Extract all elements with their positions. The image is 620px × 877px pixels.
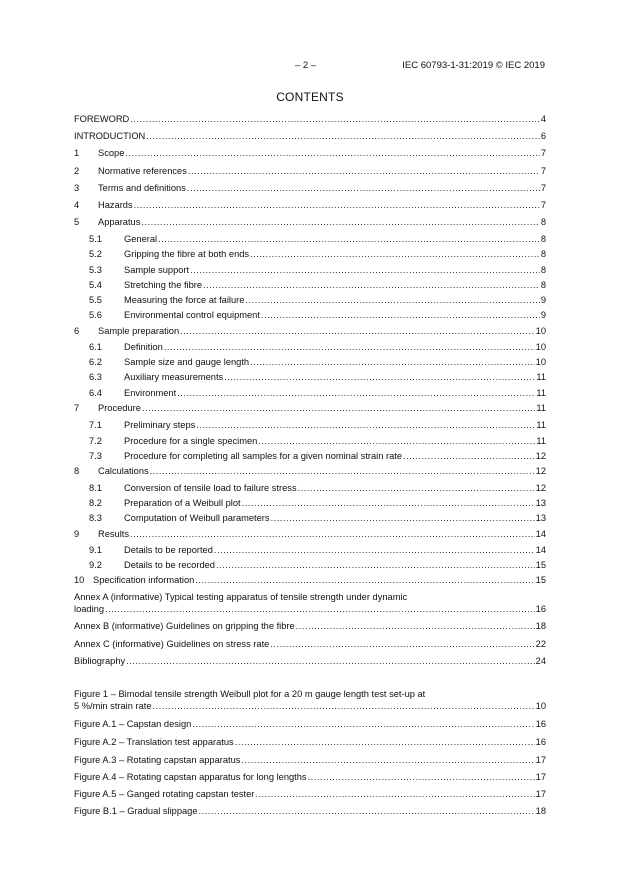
toc-entry-text: Annex C (informative) Guidelines on stress rate — [74, 639, 270, 649]
toc-entry-text: Details to be recorded — [124, 560, 215, 570]
toc-page-number: 7 — [540, 183, 546, 193]
dot-leader — [241, 754, 534, 766]
figure-entry-a2[interactable] — [74, 736, 546, 748]
toc-page-number: 11 — [536, 403, 546, 413]
toc-page-number: 12 — [535, 466, 546, 476]
toc-entry-number: 5.5 — [89, 295, 102, 305]
figure-page-number: 16 — [535, 737, 546, 747]
figure-entry-a4[interactable] — [74, 771, 546, 783]
toc-page-number: 11 — [536, 388, 546, 398]
dot-leader — [153, 700, 535, 712]
toc-page-number: 18 — [535, 621, 546, 631]
toc-entry-text-continued: loading — [74, 604, 104, 614]
dot-leader — [190, 264, 540, 276]
toc-page-number: 9 — [540, 295, 546, 305]
toc-entry-scope[interactable] — [74, 147, 546, 159]
dot-leader — [125, 147, 539, 159]
dot-leader — [187, 182, 540, 194]
dot-leader — [255, 788, 534, 800]
figure-page-number: 17 — [535, 772, 546, 782]
page-number: – 2 – — [295, 60, 317, 71]
toc-entry-text: Bibliography — [74, 656, 126, 666]
toc-subentry[interactable] — [89, 279, 546, 291]
toc-subentry[interactable] — [89, 309, 546, 321]
toc-entry-text: Apparatus — [98, 217, 141, 227]
toc-page-number: 7 — [540, 148, 546, 158]
toc-page-number: 10 — [535, 357, 546, 367]
toc-entry-text: Procedure for completing all samples for a given nominal strain rate — [124, 451, 403, 461]
dot-leader — [224, 371, 535, 383]
toc-entry-text: INTRODUCTION — [74, 131, 146, 141]
toc-entry-calculations[interactable] — [74, 465, 546, 477]
document-reference: IEC 60793-1-31:2019 © IEC 2019 — [402, 60, 545, 71]
toc-page-number: 14 — [535, 529, 546, 539]
dot-leader — [203, 279, 540, 291]
toc-page-number: 15 — [535, 575, 546, 585]
toc-entry-number: 8.3 — [89, 513, 102, 523]
toc-entry-annex-c[interactable] — [74, 638, 546, 650]
toc-entry-text: Definition — [124, 342, 163, 352]
toc-entry-number: 5.1 — [89, 234, 102, 244]
toc-entry-foreword[interactable] — [74, 113, 546, 125]
toc-entry-text: Computation of Weibull parameters — [124, 513, 270, 523]
toc-subentry[interactable] — [89, 233, 546, 245]
toc-entry-number: 10 — [74, 575, 85, 585]
figure-page-number: 17 — [535, 789, 546, 799]
toc-subentry[interactable] — [89, 435, 546, 447]
toc-entry-number: 5.6 — [89, 310, 102, 320]
toc-entry-number: 6.4 — [89, 388, 102, 398]
dot-leader — [180, 325, 535, 337]
toc-page-number: 8 — [540, 217, 546, 227]
figure-entry-a3[interactable] — [74, 754, 546, 766]
toc-entry-text: Sample support — [124, 265, 190, 275]
toc-page-number: 11 — [536, 436, 546, 446]
toc-entry-number: 4 — [74, 200, 80, 210]
figure-entry-a1[interactable] — [74, 718, 546, 730]
dot-leader — [196, 419, 535, 431]
dot-leader — [130, 528, 535, 540]
toc-entry-text: Environmental control equipment — [124, 310, 260, 320]
toc-page-number: 13 — [535, 498, 546, 508]
toc-subentry[interactable] — [89, 559, 546, 571]
dot-leader — [146, 130, 540, 142]
toc-entry-text: Annex B (informative) Guidelines on gripping the fibre — [74, 621, 295, 631]
toc-page-number: 4 — [540, 114, 546, 124]
toc-entry-text: Calculations — [98, 466, 149, 476]
dot-leader — [105, 603, 535, 615]
dot-leader — [298, 482, 535, 494]
toc-entry-number: 9.2 — [89, 560, 102, 570]
dot-leader — [271, 512, 535, 524]
dot-leader — [150, 465, 535, 477]
dot-leader — [235, 736, 535, 748]
toc-subentry[interactable] — [89, 248, 546, 260]
toc-entry-number: 9 — [74, 529, 80, 539]
toc-entry-text: Environment — [124, 388, 177, 398]
toc-entry-number: 9.1 — [89, 545, 102, 555]
figure-entry-b1[interactable] — [74, 805, 546, 817]
toc-entry-text: Sample size and gauge length — [124, 357, 250, 367]
contents-title: CONTENTS — [276, 90, 344, 104]
dot-leader — [216, 559, 535, 571]
dot-leader — [242, 497, 535, 509]
toc-entry-number: 7.3 — [89, 451, 102, 461]
toc-page-number: 12 — [535, 451, 546, 461]
toc-page-number: 14 — [535, 545, 546, 555]
toc-entry-apparatus[interactable] — [74, 216, 546, 228]
figure-page-number: 10 — [535, 701, 546, 711]
toc-subentry[interactable] — [89, 450, 546, 462]
toc-entry-hazards[interactable] — [74, 199, 546, 211]
toc-entry-procedure[interactable] — [74, 402, 546, 414]
figure-page-number: 16 — [535, 719, 546, 729]
toc-entry-text: Procedure — [98, 403, 141, 413]
toc-subentry[interactable] — [89, 482, 546, 494]
figure-entry-text: Figure A.5 – Ganged rotating capstan tester — [74, 789, 255, 799]
toc-page-number: 8 — [540, 249, 546, 259]
dot-leader — [261, 309, 540, 321]
toc-page-number: 8 — [540, 280, 546, 290]
toc-entry-number: 5.4 — [89, 280, 102, 290]
toc-entry-bibliography[interactable] — [74, 655, 546, 667]
toc-entry-text: Normative references — [98, 166, 187, 176]
toc-entry-sample-preparation[interactable] — [74, 325, 546, 337]
toc-entry-number: 5.2 — [89, 249, 102, 259]
dot-leader — [403, 450, 535, 462]
toc-entry-specification[interactable] — [74, 574, 546, 586]
dot-leader — [214, 544, 535, 556]
figure-entry-text: Figure A.2 – Translation test apparatus — [74, 737, 234, 747]
dot-leader — [158, 233, 540, 245]
toc-subentry[interactable] — [89, 544, 546, 556]
dot-leader — [177, 387, 535, 399]
figure-entry-1[interactable] — [74, 688, 546, 712]
figure-entry-text: Figure A.4 – Rotating capstan apparatus for long lengths — [74, 772, 307, 782]
toc-page-number: 24 — [535, 656, 546, 666]
toc-page-number: 12 — [535, 483, 546, 493]
toc-entry-number: 3 — [74, 183, 80, 193]
toc-entry-annex-b[interactable] — [74, 620, 546, 632]
dot-leader — [195, 574, 534, 586]
toc-page-number: 10 — [535, 342, 546, 352]
dot-leader — [134, 199, 540, 211]
toc-entry-number: 6.3 — [89, 372, 102, 382]
dot-leader — [164, 341, 535, 353]
figure-entry-text-continued: 5 %/min strain rate — [74, 701, 152, 711]
figure-entry-text: Figure B.1 – Gradual slippage — [74, 806, 198, 816]
toc-page-number: 7 — [540, 200, 546, 210]
toc-subentry[interactable] — [89, 497, 546, 509]
toc-subentry[interactable] — [89, 419, 546, 431]
toc-entry-text: Hazards — [98, 200, 133, 210]
toc-entry-number: 1 — [74, 148, 80, 158]
toc-entry-text: FOREWORD — [74, 114, 130, 124]
toc-entry-text: Measuring the force at failure — [124, 295, 245, 305]
toc-entry-introduction[interactable] — [74, 130, 546, 142]
dot-leader — [130, 113, 540, 125]
dot-leader — [308, 771, 535, 783]
toc-subentry[interactable] — [89, 371, 546, 383]
toc-subentry[interactable] — [89, 387, 546, 399]
toc-entry-text: Stretching the fibre — [124, 280, 203, 290]
toc-entry-text: Preparation of a Weibull plot — [124, 498, 241, 508]
toc-page-number: 11 — [536, 372, 546, 382]
toc-subentry[interactable] — [89, 356, 546, 368]
figure-entry-text: Figure 1 – Bimodal tensile strength Weibull plot for a 20 m gauge length test set-up at — [74, 689, 426, 699]
toc-entry-text: Terms and definitions — [98, 183, 186, 193]
toc-subentry[interactable] — [89, 341, 546, 353]
toc-entry-number: 7.1 — [89, 420, 102, 430]
toc-entry-number: 8 — [74, 466, 80, 476]
toc-entry-number: 7 — [74, 403, 80, 413]
dot-leader — [126, 655, 534, 667]
toc-entry-text: Sample preparation — [98, 326, 180, 336]
dot-leader — [296, 620, 535, 632]
toc-entry-number: 5.3 — [89, 265, 102, 275]
toc-entry-number: 6.1 — [89, 342, 102, 352]
figure-entry-a5[interactable] — [74, 788, 546, 800]
toc-subentry[interactable] — [89, 512, 546, 524]
toc-entry-text: General — [124, 234, 158, 244]
figure-entry-text: Figure A.3 – Rotating capstan apparatus — [74, 755, 241, 765]
toc-page-number: 13 — [535, 513, 546, 523]
toc-entry-number: 8.1 — [89, 483, 102, 493]
toc-subentry[interactable] — [89, 294, 546, 306]
toc-page-number: 16 — [535, 604, 546, 614]
toc-entry-text: Procedure for a single specimen — [124, 436, 258, 446]
toc-entry-number: 2 — [74, 166, 80, 176]
toc-entry-text: Auxiliary measurements — [124, 372, 224, 382]
toc-page-number: 9 — [540, 310, 546, 320]
toc-page-number: 8 — [540, 234, 546, 244]
toc-entry-results[interactable] — [74, 528, 546, 540]
toc-entry-annex-a[interactable] — [74, 591, 546, 615]
toc-entry-text: Conversion of tensile load to failure stress — [124, 483, 297, 493]
figure-page-number: 18 — [535, 806, 546, 816]
dot-leader — [250, 356, 535, 368]
toc-entry-text: Annex A (informative) Typical testing apparatus of tensile strength under dynamic — [74, 592, 408, 602]
toc-entry-text: Gripping the fibre at both ends — [124, 249, 250, 259]
dot-leader — [192, 718, 534, 730]
toc-entry-text: Results — [98, 529, 130, 539]
toc-subentry[interactable] — [89, 264, 546, 276]
dot-leader — [199, 805, 535, 817]
dot-leader — [188, 165, 540, 177]
toc-entry-text: Specification information — [93, 575, 195, 585]
toc-page-number: 7 — [540, 166, 546, 176]
toc-page-number: 10 — [535, 326, 546, 336]
dot-leader — [142, 402, 535, 414]
toc-page-number: 22 — [535, 639, 546, 649]
dot-leader — [245, 294, 539, 306]
toc-entry-number: 5 — [74, 217, 80, 227]
dot-leader — [250, 248, 540, 260]
dot-leader — [141, 216, 539, 228]
toc-entry-number: 6.2 — [89, 357, 102, 367]
page-header — [0, 60, 620, 74]
toc-page-number: 11 — [536, 420, 546, 430]
toc-entry-terms[interactable] — [74, 182, 546, 194]
toc-entry-number: 7.2 — [89, 436, 102, 446]
toc-entry-number: 8.2 — [89, 498, 102, 508]
figure-entry-text: Figure A.1 – Capstan design — [74, 719, 192, 729]
dot-leader — [258, 435, 535, 447]
toc-entry-number: 6 — [74, 326, 80, 336]
figure-page-number: 17 — [535, 755, 546, 765]
toc-page-number: 15 — [535, 560, 546, 570]
dot-leader — [270, 638, 534, 650]
toc-page-number: 8 — [540, 265, 546, 275]
toc-entry-text: Scope — [98, 148, 125, 158]
toc-entry-text: Preliminary steps — [124, 420, 196, 430]
toc-page-number: 6 — [540, 131, 546, 141]
toc-entry-text: Details to be reported — [124, 545, 213, 555]
toc-entry-normative-references[interactable] — [74, 165, 546, 177]
